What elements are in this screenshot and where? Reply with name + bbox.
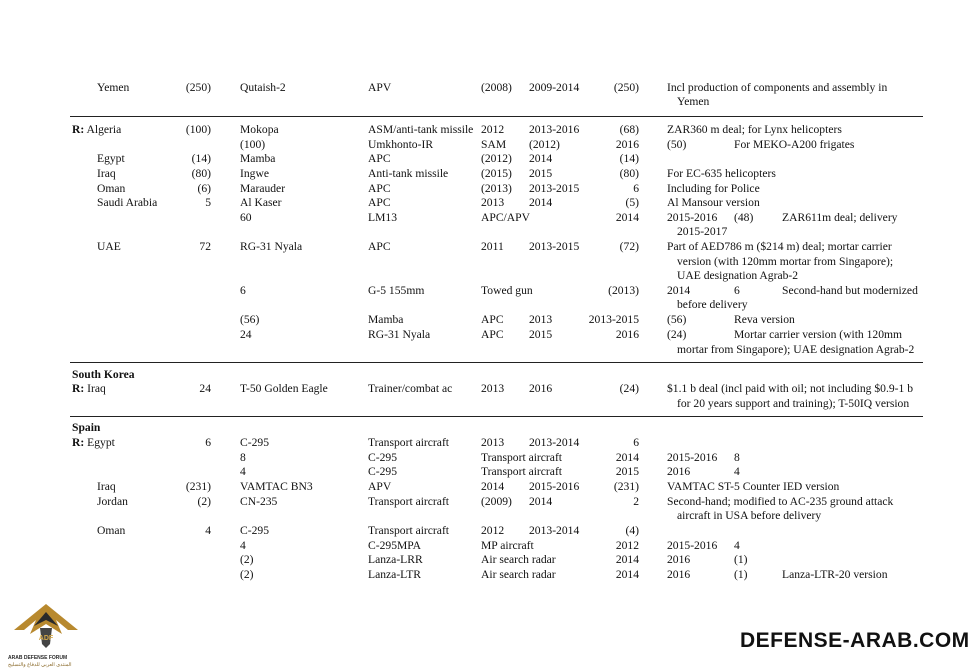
comments-cell: Including for Police bbox=[667, 182, 760, 195]
comments-cell: For EC-635 helicopters bbox=[667, 167, 776, 180]
ordered-cell: 24 bbox=[199, 382, 211, 395]
recipient-cell bbox=[72, 123, 121, 137]
comments-cell: ZAR611m deal; delivery bbox=[782, 211, 898, 224]
ordered-cell: 4 bbox=[240, 465, 246, 478]
designation-cell: Ingwe bbox=[240, 167, 269, 180]
delivery-years-cell: 2014 bbox=[667, 284, 691, 297]
order-year-cell: 2011 bbox=[481, 240, 504, 253]
delivered-cell: 8 bbox=[734, 451, 740, 464]
description-cell: Anti-tank missile bbox=[368, 167, 449, 180]
comments-cell: Lanza-LTR-20 version bbox=[782, 568, 888, 581]
ordered-cell: 6 bbox=[205, 436, 211, 449]
delivery-years-cell: 2015-2016 bbox=[667, 539, 718, 552]
designation-cell: RG-31 Nyala bbox=[368, 328, 431, 341]
delivery-years-cell: 2016 bbox=[667, 553, 691, 566]
recipient-prefix: R: bbox=[72, 436, 85, 449]
section-divider bbox=[70, 362, 923, 363]
order-year-cell: (2013) bbox=[481, 182, 512, 195]
order-year-cell: (2012) bbox=[481, 152, 512, 165]
description-cell: Trainer/combat ac bbox=[368, 382, 453, 395]
delivered-cell: (14) bbox=[619, 152, 639, 165]
comments-cell: Second-hand; modified to AC-235 ground attack bbox=[667, 495, 894, 508]
order-year-cell: (2013) bbox=[608, 284, 639, 297]
delivered-cell: 6 bbox=[633, 436, 639, 449]
order-year-cell: 2014 bbox=[615, 553, 639, 566]
delivered-cell: 2 bbox=[633, 495, 639, 508]
site-brand[interactable]: DEFENSE-ARAB.COM bbox=[740, 629, 970, 652]
delivered-cell: (231) bbox=[613, 480, 639, 493]
designation-cell: Mamba bbox=[240, 152, 276, 165]
delivered-cell: 4 bbox=[734, 539, 740, 552]
order-year-cell: (2015) bbox=[481, 167, 512, 180]
designation-cell: C-295MPA bbox=[368, 539, 422, 552]
ordered-cell: 24 bbox=[240, 328, 252, 341]
delivery-years-cell: 2013-2015 bbox=[588, 313, 639, 326]
delivered-cell: (4) bbox=[625, 524, 639, 537]
order-year-cell: 2014 bbox=[481, 480, 505, 493]
delivery-years-cell: 2016 bbox=[615, 328, 639, 341]
designation-cell: RG-31 Nyala bbox=[240, 240, 303, 253]
description-cell: Transport aircraft bbox=[368, 436, 450, 449]
comments-cell: VAMTAC ST-5 Counter IED version bbox=[667, 480, 840, 493]
ordered-cell: 8 bbox=[240, 451, 246, 464]
section-divider bbox=[70, 116, 923, 117]
comments-cell: Mortar carrier version (with 120mm bbox=[734, 328, 903, 341]
description-cell: MP aircraft bbox=[481, 539, 534, 552]
order-year-cell: (2009) bbox=[481, 495, 512, 508]
comments-cell: Al Mansour version bbox=[667, 196, 760, 209]
comments-cell: ZAR360 m deal; for Lynx helicopters bbox=[667, 123, 842, 136]
comments-cell: $1.1 b deal (incl paid with oil; not including $0.9-1 b bbox=[667, 382, 914, 395]
designation-cell: Mokopa bbox=[240, 123, 279, 136]
ordered-cell: (100) bbox=[240, 138, 266, 151]
designation-cell: Marauder bbox=[240, 182, 286, 195]
supplier-heading: South Korea bbox=[72, 368, 135, 381]
recipient-name: Algeria bbox=[86, 123, 122, 136]
designation-cell: Lanza-LTR bbox=[368, 568, 422, 581]
order-year-cell: 2014 bbox=[615, 568, 639, 581]
delivered-cell: (50) bbox=[667, 138, 687, 151]
order-year-cell: 2015 bbox=[615, 465, 639, 478]
ordered-cell: (6) bbox=[197, 182, 211, 195]
comments-cell: Incl production of components and assembly in bbox=[667, 81, 888, 94]
order-year-cell: 2013 bbox=[481, 436, 505, 449]
delivery-years-cell: 2013-2016 bbox=[529, 123, 580, 136]
recipient-cell: Yemen bbox=[97, 81, 130, 94]
description-cell: APC bbox=[368, 152, 391, 165]
delivered-cell: 6 bbox=[633, 182, 639, 195]
order-year-cell: 2013 bbox=[481, 196, 505, 209]
description-cell: Towed gun bbox=[481, 284, 533, 297]
delivered-cell: (56) bbox=[667, 313, 687, 326]
comments-cell: before delivery bbox=[677, 298, 748, 311]
description-cell: ASM/anti-tank missile bbox=[368, 123, 474, 136]
designation-cell: CN-235 bbox=[240, 495, 278, 508]
designation-cell: C-295 bbox=[368, 451, 397, 464]
description-cell: APV bbox=[368, 81, 392, 94]
delivery-years-cell: 2013-2014 bbox=[529, 524, 580, 537]
comments-cell: for 20 years support and training); T-50IQ version bbox=[677, 397, 910, 410]
logo-text: ARAB DEFENSE FORUM bbox=[8, 655, 68, 661]
order-year-cell: 2015 bbox=[529, 328, 553, 341]
delivery-years-cell: 2009-2014 bbox=[529, 81, 580, 94]
order-year-cell: 2012 bbox=[481, 123, 505, 136]
comments-cell: version (with 120mm mortar from Singapore); bbox=[677, 255, 894, 268]
comments-cell: Second-hand but modernized bbox=[782, 284, 918, 297]
description-cell: APC bbox=[368, 240, 391, 253]
supplier-heading: Spain bbox=[72, 421, 101, 434]
delivered-cell: (48) bbox=[734, 211, 754, 224]
ordered-cell: (14) bbox=[191, 152, 211, 165]
recipient-cell bbox=[72, 382, 106, 396]
delivery-years-cell: 2013-2015 bbox=[529, 240, 580, 253]
recipient-cell bbox=[72, 436, 115, 450]
delivered-cell: (1) bbox=[734, 553, 748, 566]
ordered-cell: 60 bbox=[240, 211, 252, 224]
delivery-years-cell: 2015 bbox=[529, 167, 553, 180]
description-cell: Transport aircraft bbox=[368, 524, 450, 537]
designation-cell: VAMTAC BN3 bbox=[240, 480, 313, 493]
recipient-cell: Saudi Arabia bbox=[97, 196, 158, 209]
designation-cell: C-295 bbox=[368, 465, 397, 478]
delivery-years-cell: 2016 bbox=[667, 568, 691, 581]
order-year-cell: 2013 bbox=[481, 382, 505, 395]
ordered-cell: (2) bbox=[197, 495, 211, 508]
ordered-cell: (80) bbox=[191, 167, 211, 180]
delivery-years-cell: 2014 bbox=[529, 196, 553, 209]
description-cell: Transport aircraft bbox=[368, 495, 450, 508]
order-year-cell: 2014 bbox=[615, 211, 639, 224]
description-cell: APC bbox=[481, 313, 504, 326]
comments-cell: UAE designation Agrab-2 bbox=[677, 269, 799, 282]
ordered-cell: (56) bbox=[240, 313, 260, 326]
description-cell: APC bbox=[481, 328, 504, 341]
delivery-years-cell: 2014 bbox=[529, 152, 553, 165]
description-cell: Air search radar bbox=[481, 568, 556, 581]
ordered-cell: (250) bbox=[185, 81, 211, 94]
ordered-cell: (231) bbox=[185, 480, 211, 493]
description-cell: APV bbox=[368, 480, 392, 493]
recipient-prefix: R: bbox=[72, 123, 85, 136]
description-cell: Transport aircraft bbox=[481, 465, 563, 478]
recipient-prefix: R: bbox=[72, 382, 85, 395]
delivered-cell: (24) bbox=[619, 382, 639, 395]
ordered-cell: 6 bbox=[240, 284, 246, 297]
delivered-cell: 6 bbox=[734, 284, 740, 297]
ordered-cell: (100) bbox=[185, 123, 211, 136]
designation-cell: Umkhonto-IR bbox=[368, 138, 434, 151]
description-cell: SAM bbox=[481, 138, 507, 151]
delivery-years-cell: 2013-2015 bbox=[529, 182, 580, 195]
designation-cell: T-50 Golden Eagle bbox=[240, 382, 328, 395]
order-year-cell: (2012) bbox=[529, 138, 560, 151]
recipient-cell: UAE bbox=[97, 240, 121, 253]
delivered-cell: (1) bbox=[734, 568, 748, 581]
order-year-cell: 2012 bbox=[615, 539, 639, 552]
logo-subtext: المنتدى العربي للدفاع والتسليح bbox=[8, 662, 72, 668]
description-cell: APC bbox=[368, 196, 391, 209]
delivery-years-cell: 2015-2016 bbox=[667, 211, 718, 224]
recipient-cell: Oman bbox=[97, 524, 126, 537]
delivered-cell: (72) bbox=[619, 240, 639, 253]
description-cell: Transport aircraft bbox=[481, 451, 563, 464]
delivery-years-cell: 2016 bbox=[667, 465, 691, 478]
order-year-cell: 2014 bbox=[615, 451, 639, 464]
ordered-cell: 5 bbox=[205, 196, 211, 209]
delivery-years-cell: 2013-2014 bbox=[529, 436, 580, 449]
ordered-cell: 72 bbox=[199, 240, 211, 253]
delivered-cell: 4 bbox=[734, 465, 740, 478]
recipient-cell: Iraq bbox=[97, 480, 116, 493]
comments-cell: mortar from Singapore); UAE designation Agrab-2 bbox=[677, 343, 915, 356]
recipient-name: Egypt bbox=[87, 436, 115, 449]
comments-cell: For MEKO-A200 frigates bbox=[734, 138, 855, 151]
designation-cell: Mamba bbox=[368, 313, 404, 326]
ordered-cell: (2) bbox=[240, 553, 254, 566]
delivered-cell: (250) bbox=[613, 81, 639, 94]
recipient-name: Iraq bbox=[87, 382, 106, 395]
delivery-years-cell: 2015-2016 bbox=[667, 451, 718, 464]
designation-cell: C-295 bbox=[240, 436, 269, 449]
delivered-cell: (24) bbox=[667, 328, 687, 341]
delivery-years-cell: 2016 bbox=[529, 382, 553, 395]
ordered-cell: 4 bbox=[240, 539, 246, 552]
description-cell: APC bbox=[368, 182, 391, 195]
comments-cell: aircraft in USA before delivery bbox=[677, 509, 822, 522]
recipient-cell: Oman bbox=[97, 182, 126, 195]
ordered-cell: (2) bbox=[240, 568, 254, 581]
comments-cell: Part of AED786 m ($214 m) deal; mortar carrier bbox=[667, 240, 892, 253]
recipient-cell: Iraq bbox=[97, 167, 116, 180]
order-year-cell: 2012 bbox=[481, 524, 505, 537]
designation-cell: Qutaish-2 bbox=[240, 81, 286, 94]
delivered-cell: (80) bbox=[619, 167, 639, 180]
designation-cell: Al Kaser bbox=[240, 196, 282, 209]
recipient-cell: Egypt bbox=[97, 152, 125, 165]
designation-cell: Lanza-LRR bbox=[368, 553, 423, 566]
order-year-cell: 2013 bbox=[529, 313, 553, 326]
comments-cell: 2015-2017 bbox=[677, 225, 728, 238]
designation-cell: C-295 bbox=[240, 524, 269, 537]
order-year-cell: (2008) bbox=[481, 81, 512, 94]
svg-text:ADF: ADF bbox=[38, 635, 54, 642]
delivery-years-cell: 2016 bbox=[615, 138, 639, 151]
designation-cell: G-5 155mm bbox=[368, 284, 425, 297]
delivery-years-cell: 2014 bbox=[529, 495, 553, 508]
ordered-cell: 4 bbox=[205, 524, 211, 537]
description-cell: Air search radar bbox=[481, 553, 556, 566]
comments-cell: Reva version bbox=[734, 313, 795, 326]
comments-cell: Yemen bbox=[677, 95, 710, 108]
description-cell: APC/APV bbox=[481, 211, 530, 224]
delivered-cell: (68) bbox=[619, 123, 639, 136]
delivery-years-cell: 2015-2016 bbox=[529, 480, 580, 493]
delivered-cell: (5) bbox=[625, 196, 639, 209]
section-divider bbox=[70, 416, 923, 417]
designation-cell: LM13 bbox=[368, 211, 397, 224]
recipient-cell: Jordan bbox=[97, 495, 128, 508]
